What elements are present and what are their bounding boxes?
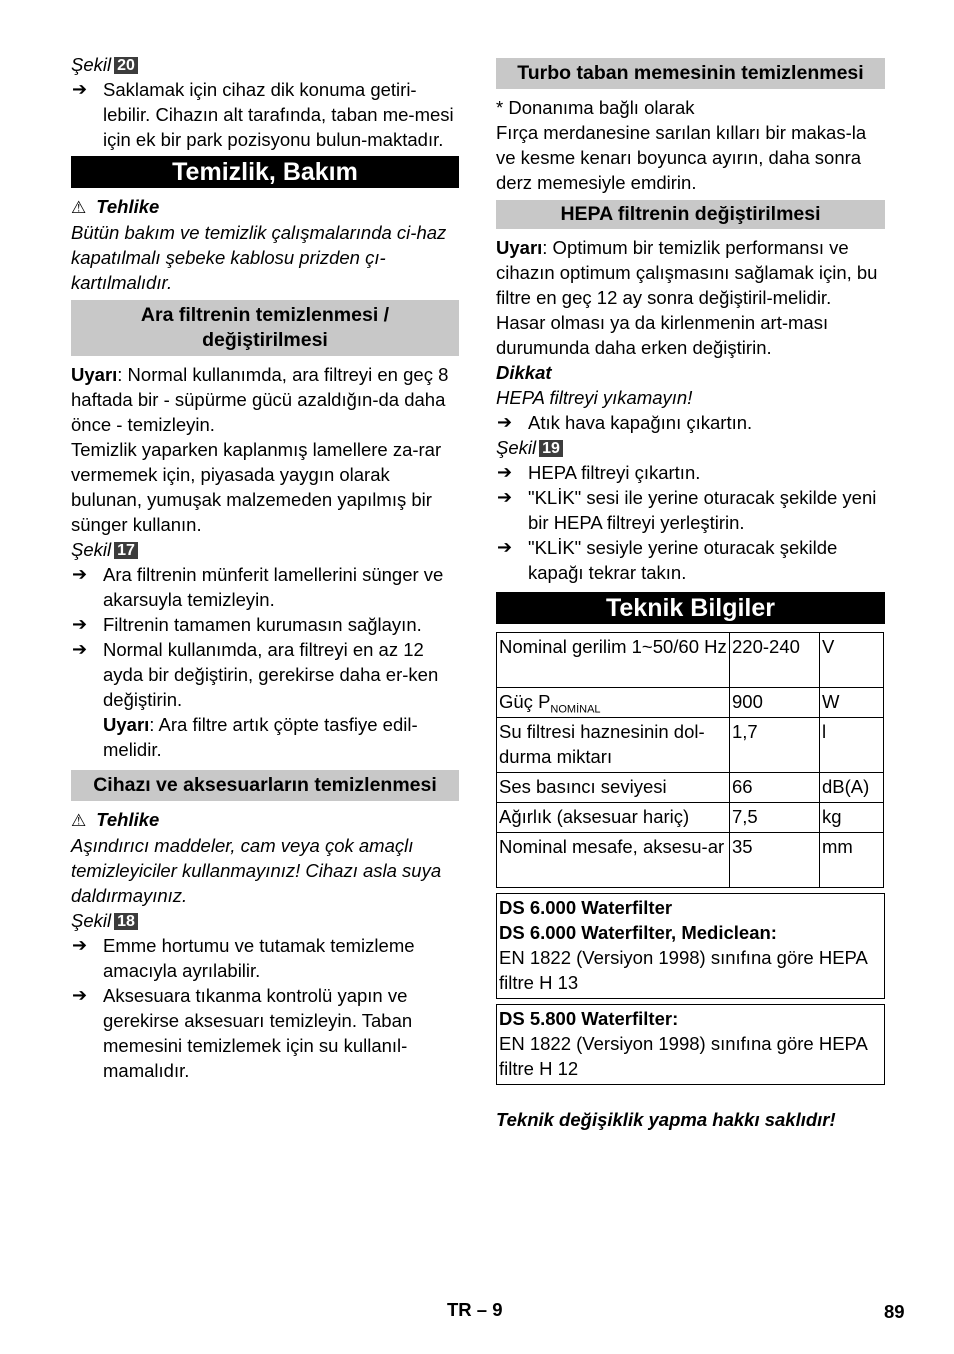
section-heading-tech: Teknik Bilgiler <box>496 592 885 624</box>
spec-value: 7,5 <box>730 803 820 833</box>
turbo-text: Fırça merdanesine sarılan kılları bir makas-la ve kesme kenarı boyunca ayırın, daha sonra derz memesiyle emdirin. <box>496 122 867 193</box>
spec-name: Güç $P_{NOMİNAL}$ <box>497 688 730 718</box>
arrow-right-icon: ➔ <box>72 985 88 1005</box>
spec-value: 1,7 <box>730 718 820 773</box>
step-hepa-0: ➔ Atık hava kapağını çıkartın. <box>497 412 753 433</box>
spec-unit: kg <box>820 803 884 833</box>
danger-heading: ⚠ Tehlike <box>71 196 160 217</box>
figure-ref-20: Şekil 20 <box>71 52 459 77</box>
spec-unit: W <box>820 688 884 718</box>
step-hepa-3: ➔ "KLİK" sesiyle yerine oturacak şekilde kapağı tekrar takın. <box>497 537 838 583</box>
paragraph-sponge: Temizlik yaparken kaplanmış lamellere za-rar vermemek için, piyasada yaygın olarak bulunan, yumuşak malzemeden yapılmış bir sünger kullanın. <box>71 439 442 535</box>
note-filter: Uyarı: Normal kullanımda, ara filtreyi en geç 8 haftada bir - süpürme gücü azaldığın-da daha önce - temizleyin. <box>71 364 449 435</box>
spec-name: Nominal mesafe, aksesu-ar <box>497 833 730 888</box>
arrow-right-icon: ➔ <box>72 564 88 584</box>
caution-text: HEPA filtreyi yıkamayın! <box>496 387 693 408</box>
step-hepa-2: ➔ "KLİK" sesi ile yerine oturacak şekilde yeni bir HEPA filtreyi yerleştirin. <box>497 487 877 533</box>
hepa-class-box-1 <box>496 893 885 999</box>
subheading-device: Cihazı ve aksesuarların temizlenmesi <box>71 770 459 801</box>
step-filter-1: ➔ Ara filtrenin münferit lamellerini sünger ve akarsuyla temizleyin. <box>72 564 444 610</box>
turbo-note: * Donanıma bağlı olarak <box>496 97 695 118</box>
danger-text-2: Aşındırıcı maddeler, cam veya çok amaçlı temizleyiciler kullanmayınız! Cihazı asla suya daldırmayınız. <box>71 835 442 906</box>
right-column <box>496 58 885 1132</box>
caution-heading: Dikkat <box>496 362 552 383</box>
spec-name: Su filtresi haznesinin dol-durma miktarı <box>497 718 730 773</box>
subheading-filter: Ara filtrenin temizlenmesi / değiştirilmesi <box>71 300 459 356</box>
box-title: DS 6.000 Waterfilter <box>499 897 673 918</box>
footer-section: TR – 9 <box>447 1299 503 1320</box>
page-number: 89 <box>884 1301 905 1322</box>
warning-triangle-icon: ⚠ <box>71 811 87 830</box>
spec-unit: l <box>820 718 884 773</box>
spec-table <box>496 632 884 888</box>
arrow-right-icon: ➔ <box>72 935 88 955</box>
section-heading-cleaning: Temizlik, Bakım <box>71 156 459 188</box>
table-row <box>497 718 884 773</box>
subheading-hepa: HEPA filtrenin değiştirilmesi <box>496 200 885 229</box>
hepa-class-box-2 <box>496 1004 885 1085</box>
rights-notice: Teknik değişiklik yapma hakkı saklıdır! <box>496 1109 836 1130</box>
arrow-right-icon: ➔ <box>72 614 88 634</box>
step-device-1: ➔ Emme hortumu ve tutamak temizleme amacıyla ayrılabilir. <box>72 935 415 981</box>
arrow-right-icon: ➔ <box>497 462 513 482</box>
table-row <box>497 688 884 718</box>
table-row <box>497 773 884 803</box>
figure-ref-17: Şekil 17 <box>71 537 459 562</box>
spec-name: Ses basıncı seviyesi <box>497 773 730 803</box>
left-column <box>71 52 459 1083</box>
warning-triangle-icon: ⚠ <box>71 198 87 217</box>
spec-unit: V <box>820 633 884 688</box>
arrow-right-icon: ➔ <box>497 487 513 507</box>
box-title: DS 5.800 Waterfilter: <box>499 1008 679 1029</box>
step-filter-3: ➔ Normal kullanımda, ara filtreyi en az 12 ayda bir değiştirin, gerekirse daha er-ken değiştirin. Uyarı: Ara filtre artık çöpte tasfiye edil-melidir. <box>72 639 439 760</box>
step-filter-2: ➔ Filtrenin tamamen kurumasın sağlayın. <box>72 614 422 635</box>
figure-ref-18: Şekil 18 <box>71 908 459 933</box>
step-device-2: ➔ Aksesuara tıkanma kontrolü yapın ve gerekirse aksesuarı temizleyin. Taban memesini temizlemek için su kullanıl-mamalıdır. <box>72 985 413 1081</box>
danger-heading-2: ⚠ Tehlike <box>71 809 160 830</box>
step-store: ➔ Saklamak için cihaz dik konuma getiri-lebilir. Cihazın alt tarafında, taban me-mesi için ek bir park pozisyonu bulun-maktadır. <box>72 79 454 150</box>
spec-unit: dB(A) <box>820 773 884 803</box>
table-row <box>497 833 884 888</box>
arrow-right-icon: ➔ <box>497 412 513 432</box>
spec-value: 220-240 <box>730 633 820 688</box>
spec-name: Nominal gerilim 1~50/60 Hz <box>497 633 730 688</box>
subheading-turbo: Turbo taban memesinin temizlenmesi <box>496 58 885 89</box>
box-text: EN 1822 (Versiyon 1998) sınıfına göre HEPA filtre H 12 <box>499 1033 867 1079</box>
spec-unit: mm <box>820 833 884 888</box>
hepa-note: Uyarı: Optimum bir temizlik performansı ve cihazın optimum çalışmasını sağlamak için, bu filtre en geç 12 ay sonra değiştiril-melidir. Hasar olması ya da kirlenmenin art-ması durumunda daha erken değiştirin. <box>496 237 878 358</box>
arrow-right-icon: ➔ <box>497 537 513 557</box>
table-row <box>497 633 884 688</box>
spec-name: Ağırlık (aksesuar hariç) <box>497 803 730 833</box>
spec-value: 66 <box>730 773 820 803</box>
table-row <box>497 803 884 833</box>
figure-ref-19: Şekil 19 <box>496 435 885 460</box>
spec-value: 900 <box>730 688 820 718</box>
step-hepa-1: ➔ HEPA filtreyi çıkartın. <box>497 462 701 483</box>
spec-value: 35 <box>730 833 820 888</box>
box-text: EN 1822 (Versiyon 1998) sınıfına göre HEPA filtre H 13 <box>499 947 867 993</box>
arrow-right-icon: ➔ <box>72 79 88 99</box>
box-subtitle: DS 6.000 Waterfilter, Mediclean: <box>499 922 777 943</box>
arrow-right-icon: ➔ <box>72 639 88 659</box>
danger-text: Bütün bakım ve temizlik çalışmalarında ci-haz kapatılmalı şebeke kablosu prizden çı-kartılmalıdır. <box>71 222 447 293</box>
